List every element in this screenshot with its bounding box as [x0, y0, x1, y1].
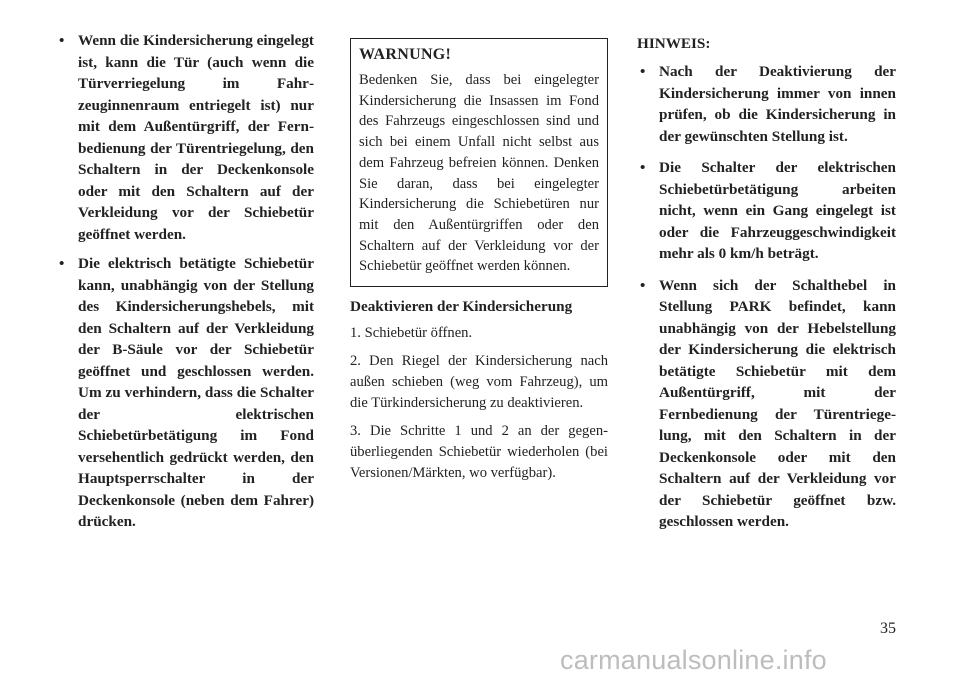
bullet-text: Wenn die Kindersicherung eingelegt ist, kann die Tür (auch wenn die Türverriegelung im Fahrzeuginnenraum entriegelt ist) nur mit dem Außentürgriff, der Fernbedienung der Türentriegelung, den Schaltern in der Deckenkonsole oder mit den Schaltern auf der Verkleidung vor der Schiebetür geöffnet werden. — [78, 32, 314, 243]
bullet-text: Die elektrisch betätigte Schiebetür kann, unabhängig von der Stellung des Kindersicherungshebels, mit den Schaltern auf der Verkleidung der B-Säule vor der Schiebetür geöffnet und geschlossen werden. Um zu verhindern, dass die Schalter der elektrischen Schiebetürbetätigung im Fond versehentlich gedrückt werden, den Hauptsperrschalter in der Deckenkonsole (neben dem Fahrer) drücken. — [78, 255, 314, 530]
bullet-icon: • — [640, 276, 646, 294]
warning-text: Bedenken Sie, dass bei eingelegter Kindersicherung die Insassen im Fond des Fahrzeugs eingeschlossen sind und sich bei einem Unfall nicht selbst aus dem Fahrzeug befreien können. Denken Sie daran, dass bei eingelegter Kindersicherung die Schiebetüren nur mit den Außentürgriffen oder den Schaltern auf der Verkleidung vor der Schiebetür geöffnet werden können. — [359, 72, 599, 275]
bullet-text: Nach der Deaktivierung der Kindersicherung immer von innen prüfen, ob die Kindersicherung in der gewünschten Stellung ist. — [659, 63, 896, 145]
bullet-text: Wenn sich der Schalthebel in Stellung PARK befindet, kann unabhängig von der Hebelstellung der Kindersicherung die elektrisch betätigte Schiebetür mit dem Außentürgriff, mit der Fernbedienung der Türentriegelung, mit den Schaltern in der Deckenkonsole oder mit den Schaltern auf der Verkleidung vor der Schiebetür geöffnet bzw. geschlossen werden. — [659, 276, 896, 530]
page-number: 35 — [880, 620, 896, 637]
note-bullet-list — [637, 61, 896, 533]
step-1: 1. Schiebetür öffnen. — [350, 325, 473, 342]
section-heading: Deaktivieren der Kindersicherung — [350, 298, 573, 316]
middle-column — [350, 30, 608, 491]
right-column — [637, 30, 896, 543]
warning-title: WARNUNG! — [359, 46, 452, 63]
list-item — [56, 30, 314, 245]
left-column — [56, 30, 314, 541]
list-item — [637, 61, 896, 147]
bullet-icon: • — [59, 32, 65, 49]
step-3: 3. Die Schritte 1 und 2 an der gegenüberliegenden Schiebetür wiederholen (bei Versionen/Märkten, wo verfügbar). — [350, 423, 608, 482]
left-bullet-list — [56, 30, 314, 533]
watermark: carmanualsonline.info — [560, 645, 827, 675]
bullet-text: Die Schalter der elektrischen Schiebetürbetätigung arbeiten nicht, wenn ein Gang eingelegt ist oder die Fahrzeuggeschwindigkeit mehr als 0 km/h beträgt. — [659, 159, 896, 262]
bullet-icon: • — [640, 159, 646, 176]
bullet-icon: • — [59, 255, 65, 272]
list-item — [56, 253, 314, 533]
list-item — [637, 275, 896, 533]
list-item — [637, 157, 896, 265]
bullet-icon: • — [640, 63, 646, 80]
step-2: 2. Den Riegel der Kindersicherung nach außen schieben (weg vom Fahrzeug), um die Türkindersicherung zu deaktivieren. — [350, 353, 608, 412]
warning-box — [350, 38, 608, 287]
note-heading: HINWEIS: — [637, 35, 711, 52]
